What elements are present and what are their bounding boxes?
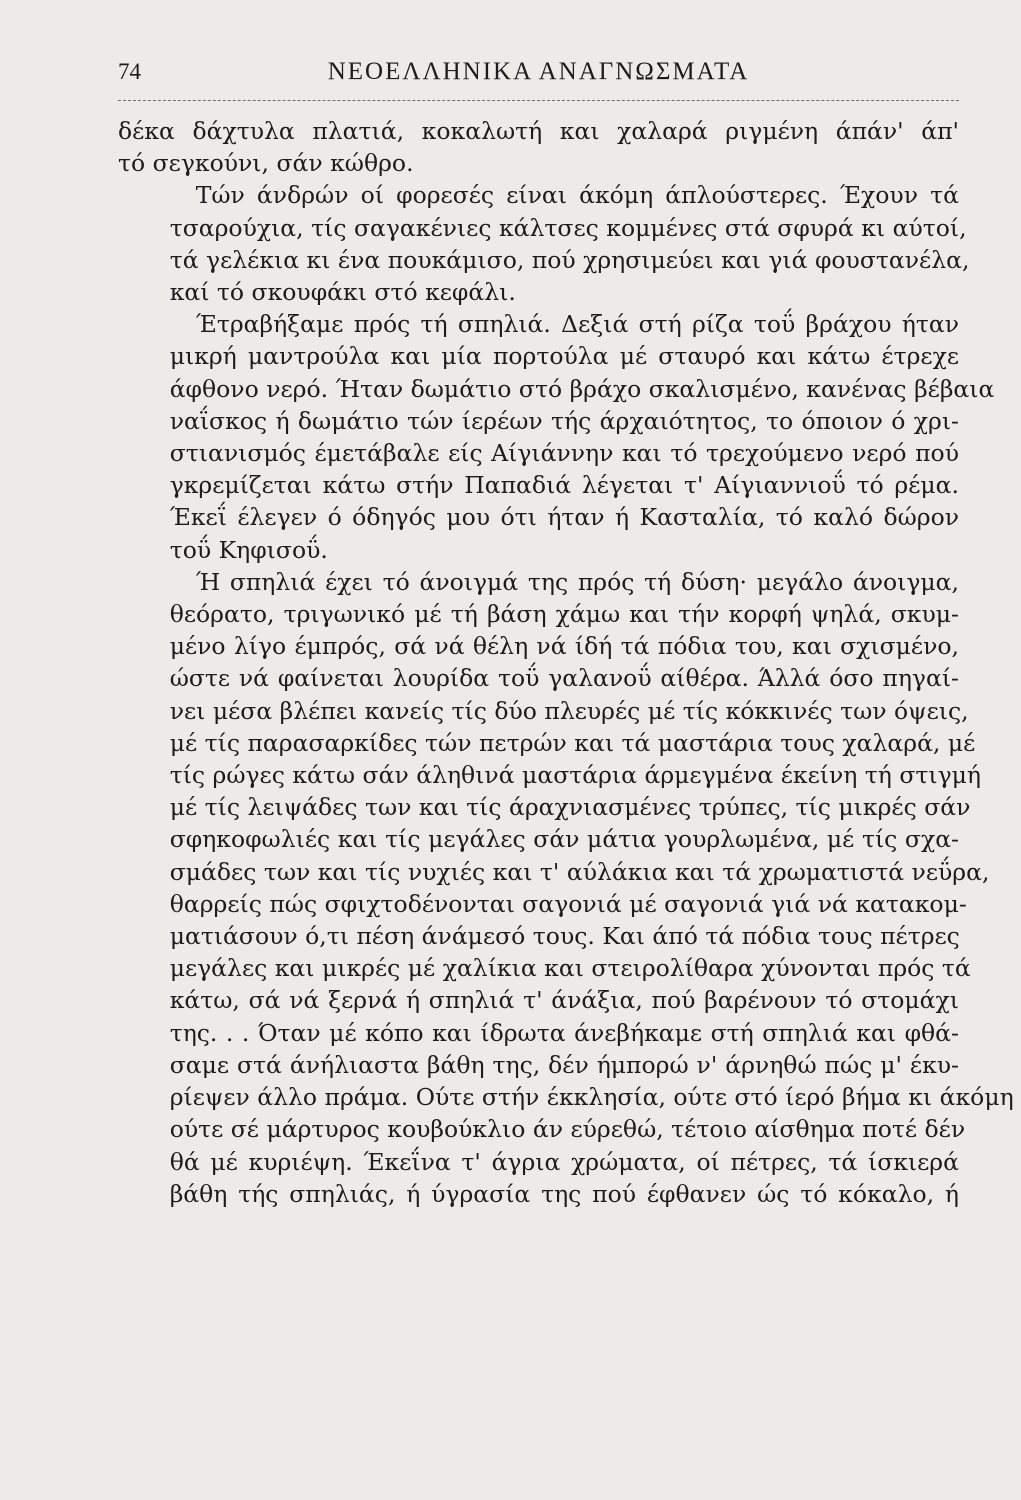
text-line: μένο λίγο έμπρός, σά νά θέλη νά ίδή τά πόδια του, και σχισμένο,	[169, 632, 959, 661]
text-line: μικρή μαντρούλα και μία πορτούλα μέ σταυρό και κάτω έτρεχε	[169, 342, 959, 371]
text-line: θά μέ κυριέψη. Έκεΐνα τ' άγρια χρώματα, οί πέτρες, τά ίσκιερά	[169, 1147, 959, 1176]
page-number: 74	[118, 59, 141, 84]
text-line: γκρεμίζεται κάτω στήν Παπαδιά λέγεται τ' Αίγιαννιοΰ τό ρέμα.	[169, 471, 959, 500]
running-title: ΝΕΟΕΛΛΗΝΙΚΑ ΑΝΑΓΝΩΣΜΑΤΑ	[327, 58, 750, 85]
body-text	[118, 115, 1014, 1210]
text-line: μεγάλες και μικρές μέ χαλίκια και στειρολίθαρα χύνονται πρός τά	[169, 954, 971, 983]
text-line: ώστε νά φαίνεται λουρίδα τοΰ γαλανοΰ αίθέρα. Άλλά όσο πηγαί-	[169, 664, 959, 693]
text-line: Ή σπηλιά έχει τό άνοιγμά της πρός τή δύση· μεγάλο άνοιγμα,	[195, 567, 959, 596]
paragraph	[118, 566, 1014, 1210]
text-line: θαρρείς πώς σφιχτοδένονται σαγονιά μέ σαγονιά γιά νά κατακομ-	[169, 889, 967, 918]
text-line: στιανισμός έμετάβαλε είς Αίγιάννην και τό τρεχούμενο νερό πού	[169, 439, 959, 468]
text-line: κάτω, σά νά ξερνά ή σπηλιά τ' άνάξια, πού βαρένουν τό στομάχι	[169, 986, 959, 1015]
text-line: ματιάσουν ό,τι πέση άνάμεσό τους. Και άπό τά πόδια τους πέτρες	[169, 922, 960, 951]
text-line: σμάδες των και τίς νυχιές και τ' αύλάκια και τά χρωματιστά νεΰρα,	[169, 857, 990, 886]
text-line: της. . . Όταν μέ κόπο και ίδρωτα άνεβήκαμε στή σπηλιά και φθά-	[169, 1018, 959, 1047]
text-line: σαμε στά άνήλιαστα βάθη της, δέν ήμπορώ ν' άρνηθώ πώς μ' έκυ-	[169, 1050, 959, 1079]
text-line: μέ τίς παρασαρκίδες τών πετρών και τά μαστάρια τους χαλαρά, μέ	[169, 728, 976, 757]
text-line: σφηκοφωλιές και τίς μεγάλες σάν μάτια γουρλωμένα, μέ τίς σχα-	[169, 825, 959, 854]
text-line: νει μέσα βλέπει κανείς τίς δύο πλευρές μέ τίς κόκκινές των όψεις,	[169, 696, 969, 725]
text-line: δέκα δάχτυλα πλατιά, κοκαλωτή και χαλαρά ριγμένη άπάν' άπ'	[118, 117, 959, 145]
text-line: τό σεγκούνι, σάν κώθρο.	[118, 149, 414, 178]
paragraph	[118, 115, 959, 179]
text-line: Τών άνδρών οί φορεσές είναι άκόμη άπλούστερες. Έχουν τά	[195, 181, 959, 210]
paragraph	[118, 308, 995, 566]
text-line: καί τό σκουφάκι στό κεφάλι.	[169, 278, 516, 307]
text-line: ρίεψεν άλλο πράμα. Ούτε στήν έκκλησία, ούτε στό ίερό βήμα κι άκόμη	[169, 1083, 1014, 1112]
running-head	[118, 52, 959, 92]
text-line: Έτραβήξαμε πρός τή σπηλιά. Δεξιά στή ρίζα τοΰ βράχου ήταν	[195, 310, 959, 339]
text-line: άφθονο νερό. Ήταν δωμάτιο στό βράχο σκαλισμένο, κανένας βέβαια	[169, 374, 995, 403]
text-line: μέ τίς λειψάδες των και τίς άραχνιασμένες τρύπες, τίς μικρές σάν	[169, 793, 971, 822]
text-line: θεόρατο, τριγωνικό μέ τή βάση χάμω και τήν κορφή ψηλά, σκυμ-	[169, 600, 959, 629]
header-rule	[118, 100, 959, 101]
text-line: ναΐσκος ή δωμάτιο τών ίερέων τής άρχαιότητος, το όποιον ό χρι-	[169, 406, 959, 435]
text-line: τά γελέκια κι ένα πουκάμισο, πού χρησιμεύει και γιά φουστανέλα,	[169, 245, 970, 274]
text-line: βάθη τής σπηλιάς, ή ύγρασία της πού έφθανεν ώς τό κόκαλο, ή	[169, 1179, 959, 1208]
paragraph	[118, 179, 970, 308]
text-line: Έκεΐ έλεγεν ό όδηγός μου ότι ήταν ή Κασταλία, τό καλό δώρον	[169, 503, 959, 532]
text-line: τίς ρώγες κάτω σάν άληθινά μαστάρια άρμεγμένα έκείνη τή στιγμή	[169, 761, 982, 790]
text-line: τσαρούχια, τίς σαγακένιες κάλτσες κομμένες στά σφυρά κι αύτοί,	[169, 213, 967, 242]
text-line: τοΰ Κηφισοΰ.	[169, 535, 328, 564]
text-line: ούτε σέ μάρτυρος κουβούκλιο άν εύρεθώ, τέτοιο αίσθημα ποτέ δέν	[169, 1115, 966, 1144]
